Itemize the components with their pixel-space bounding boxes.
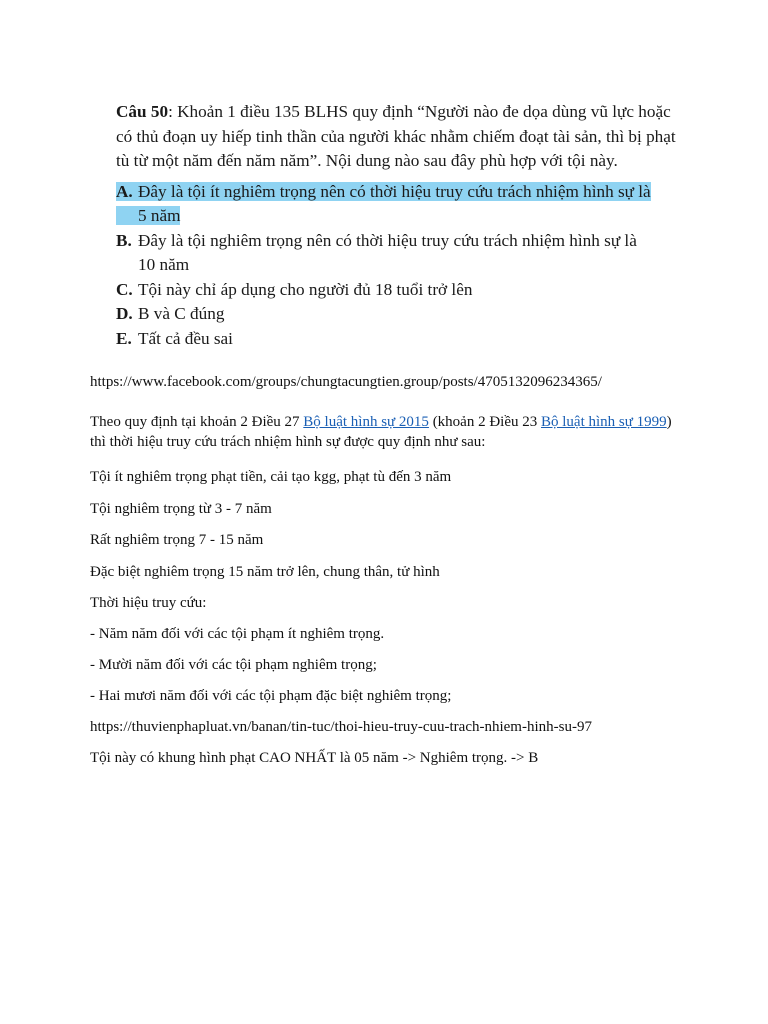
optB-line-2: 10 năm bbox=[138, 255, 190, 274]
line-3: Đặc biệt nghiêm trọng 15 năm trở lên, chung thân, tử hình bbox=[90, 564, 440, 580]
option-b-letter: B. bbox=[116, 230, 132, 250]
line-4: Thời hiệu truy cứu: bbox=[90, 595, 207, 611]
option-e-text: Tất cả đều sai bbox=[138, 328, 233, 348]
line-7-block bbox=[90, 686, 690, 706]
option-e bbox=[116, 327, 676, 352]
intro-part3: ) thì thời hiệu truy cứu trách nhiệm hình sự được quy định như sau: bbox=[90, 414, 672, 450]
line-6-block bbox=[90, 655, 690, 675]
line-1: Tội nghiêm trọng từ 3 - 7 năm bbox=[90, 501, 272, 517]
line-3-block bbox=[90, 562, 690, 582]
option-b-text bbox=[116, 231, 637, 275]
line-5-block bbox=[90, 624, 690, 644]
option-b bbox=[116, 229, 676, 278]
optB-line-1: Đây là tội nghiêm trọng nên có thời hiệu truy cứu trách nhiệm hình sự là bbox=[138, 230, 637, 250]
source-url-1-block bbox=[90, 372, 690, 392]
line-2: Rất nghiêm trọng 7 - 15 năm bbox=[90, 532, 264, 548]
question-text bbox=[116, 100, 676, 174]
link-bo-luat-hinh-su-2015[interactable]: Bộ luật hình sự 2015 bbox=[303, 414, 429, 430]
option-c-text: Tội này chỉ áp dụng cho người đủ 18 tuổi trở lên bbox=[138, 279, 473, 299]
optA-line-1: Đây là tội ít nghiêm trọng nên có thời hiệu truy cứu trách nhiệm hình sự là bbox=[138, 181, 651, 201]
option-d-text: B và C đúng bbox=[138, 304, 225, 323]
line-0-block bbox=[90, 467, 690, 487]
option-c bbox=[116, 278, 676, 303]
question-body: : Khoản 1 điều 135 BLHS quy định “Người nào đe dọa dùng vũ lực hoặc có thủ đoạn uy hiếp tinh thần của người khác nhằm chiếm đoạt tài sản, thì bị phạt tù từ một năm đến năm năm”. Nội dung nào sau đây phù hợp với tội này. bbox=[116, 102, 676, 170]
question-image bbox=[116, 100, 676, 351]
option-e-letter: E. bbox=[116, 328, 132, 348]
intro-paragraph bbox=[90, 412, 690, 452]
intro-part1: Theo quy định tại khoản 2 Điều 27 bbox=[90, 414, 304, 430]
line-4-block bbox=[90, 593, 690, 613]
link-bo-luat-hinh-su-1999[interactable]: Bộ luật hình sự 1999 bbox=[541, 414, 667, 430]
question-label: Câu 50 bbox=[116, 102, 169, 121]
line-7: - Hai mươi năm đối với các tội phạm đặc biệt nghiêm trọng; bbox=[90, 688, 452, 704]
option-a-text bbox=[116, 182, 651, 226]
line-8-block bbox=[90, 717, 710, 737]
intro-part2: (khoản 2 Điều 23 bbox=[428, 414, 541, 430]
line-1-block bbox=[90, 499, 690, 519]
option-d bbox=[116, 302, 676, 327]
option-c-letter: C. bbox=[116, 279, 133, 299]
optA-line-2: 5 năm bbox=[138, 206, 181, 225]
line-9-block bbox=[90, 748, 690, 768]
source-url-2[interactable]: https://thuvienphapluat.vn/banan/tin-tuc/thoi-hieu-truy-cuu-trach-nhiem-hinh-su-97 bbox=[90, 719, 592, 735]
line-6: - Mười năm đối với các tội phạm nghiêm trọng; bbox=[90, 657, 377, 673]
line-5: - Năm năm đối với các tội phạm ít nghiêm trọng. bbox=[90, 626, 385, 642]
option-a-letter: A. bbox=[116, 181, 133, 201]
answer-options bbox=[116, 180, 676, 352]
line-0: Tội ít nghiêm trọng phạt tiền, cải tạo kgg, phạt tù đến 3 năm bbox=[90, 469, 452, 485]
conclusion-line: Tội này có khung hình phạt CAO NHẤT là 05 năm -> Nghiêm trọng. -> B bbox=[90, 750, 539, 766]
option-d-letter: D. bbox=[116, 304, 133, 323]
option-a bbox=[116, 180, 676, 229]
source-url-1[interactable]: https://www.facebook.com/groups/chungtacungtien.group/posts/4705132096234365/ bbox=[90, 374, 602, 390]
line-2-block bbox=[90, 530, 690, 550]
